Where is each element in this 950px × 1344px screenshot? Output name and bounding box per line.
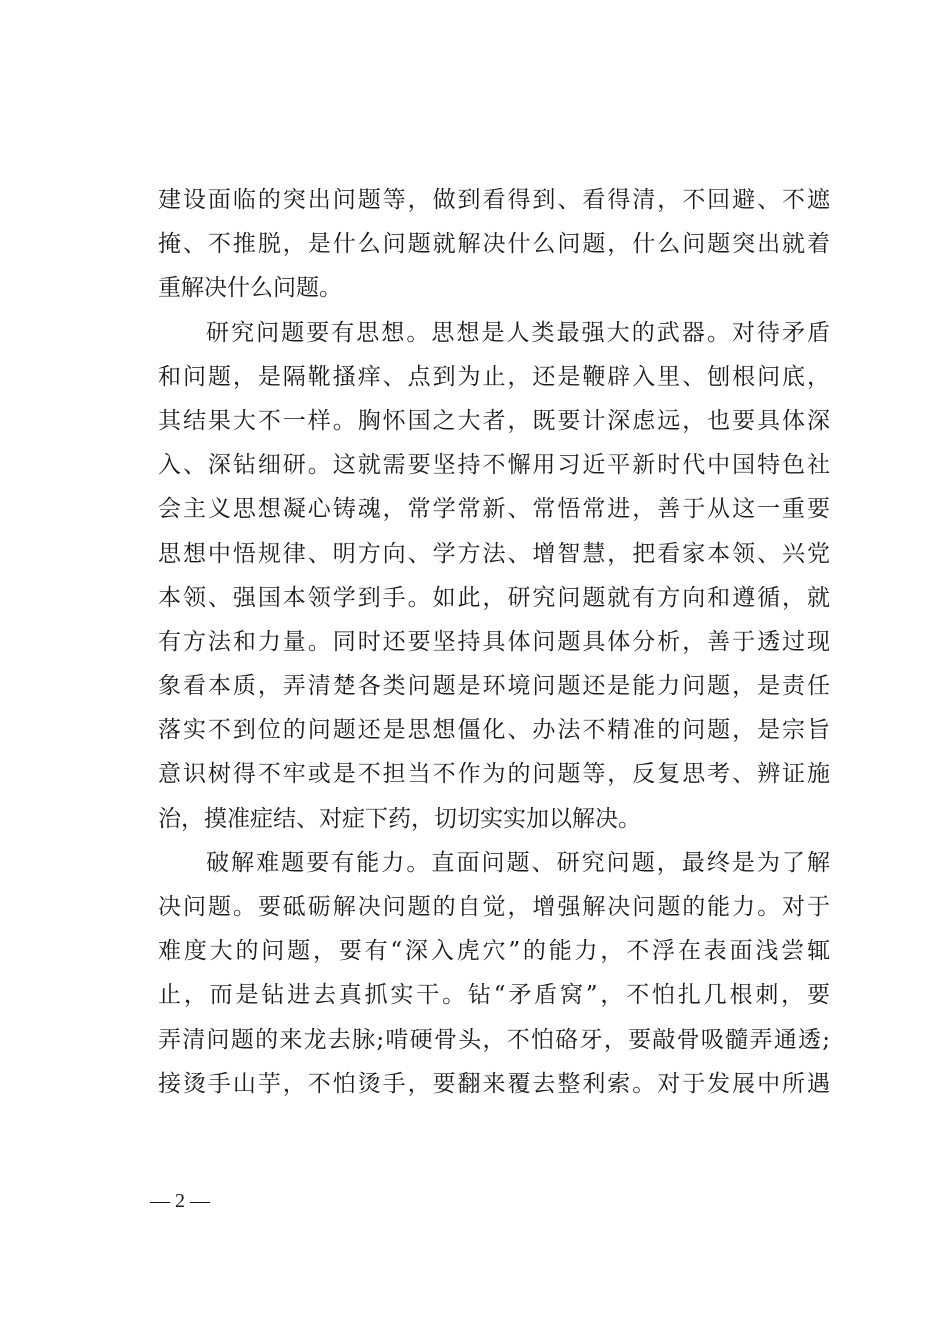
body-text [158, 178, 830, 1106]
paragraph-1-line-1: 建设面临的突出问题等，做到看得到、看得清，不回避、不遮 [158, 187, 830, 213]
paragraph-2-line-6: 思想中悟规律、明方向、学方法、增智慧，把看家本领、兴党 [158, 540, 830, 567]
paragraph-2-line-11: 意识树得不牢或是不担当不作为的问题等，反复思考、辨证施 [158, 761, 830, 788]
paragraph-1-line-2: 掩、不推脱，是什么问题就解决什么问题，什么问题突出就着 [158, 231, 830, 258]
paragraph-2-line-2: 和问题，是隔靴搔痒、点到为止，还是鞭辟入里、刨根问底， [158, 363, 830, 390]
paragraph-2-line-9: 象看本质，弄清楚各类问题是环境问题还是能力问题，是责任 [158, 673, 830, 700]
paragraph-2-line-10: 落实不到位的问题还是思想僵化、办法不精准的问题，是宗旨 [158, 717, 830, 744]
paragraph-2-line-12: 治，摸准症结、对症下药，切切实实加以解决。 [158, 805, 641, 832]
paragraph-3-line-2: 决问题。要砥砺解决问题的自觉，增强解决问题的能力。对于 [158, 894, 830, 920]
paragraph-2-line-3: 其结果大不一样。胸怀国之大者，既要计深虑远，也要具体深 [158, 407, 830, 434]
paragraph-2-line-1: 研究问题要有思想。思想是人类最强大的武器。对待矛盾 [181, 319, 830, 346]
paragraph-3-line-6: 接烫手山芋，不怕烫手，要翻来覆去整利索。对于发展中所遇 [158, 1070, 830, 1097]
paragraph-2-line-4: 入、深钻细研。这就需要坚持不懈用习近平新时代中国特色社 [158, 452, 830, 479]
paragraph-2-line-5: 会主义思想凝心铸魂，常学常新、常悟常进，善于从这一重要 [158, 496, 830, 523]
page-number: — 2 — [150, 1190, 210, 1212]
paragraph-2-line-8: 有方法和力量。同时还要坚持具体问题具体分析，善于透过现 [158, 628, 830, 655]
paragraph-3-line-5: 弄清问题的来龙去脉;啃硬骨头，不怕硌牙，要敲骨吸髓弄通透; [158, 1026, 830, 1053]
paragraph-3-line-3: 难度大的问题，要有“深入虎穴”的能力，不浮在表面浅尝辄 [158, 938, 830, 965]
paragraph-1-line-3: 重解决什么问题。 [158, 275, 342, 302]
paragraph-3-line-1: 破解难题要有能力。直面问题、研究问题，最终是为了解 [181, 849, 830, 876]
paragraph-3-line-4: 止，而是钻进去真抓实干。钻“矛盾窝”，不怕扎几根刺，要 [158, 982, 830, 1009]
paragraph-2-line-7: 本领、强国本领学到手。如此，研究问题就有方向和遵循，就 [158, 584, 830, 611]
